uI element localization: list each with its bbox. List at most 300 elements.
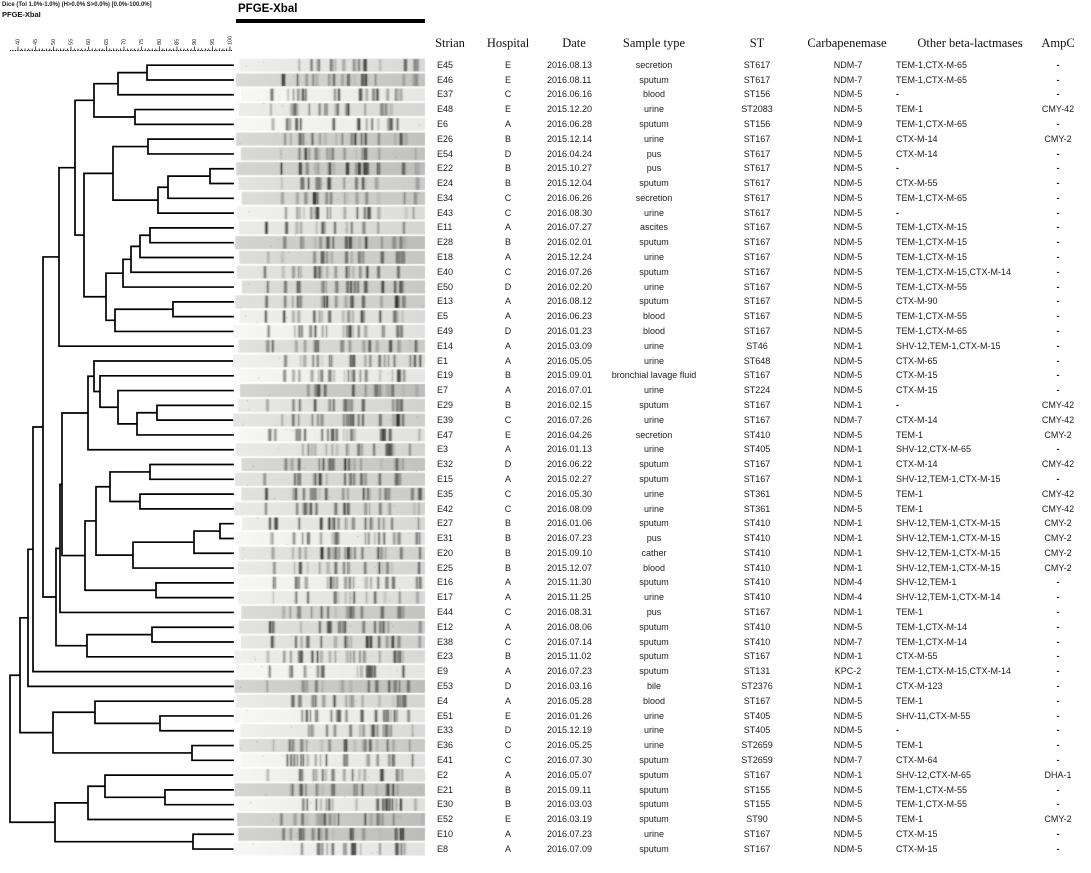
cell-sample-type: urine <box>643 207 664 218</box>
table-row <box>0 472 1091 487</box>
table-row <box>0 58 1091 73</box>
cell-st: ST361 <box>743 503 771 514</box>
cell-carbapenemase: NDM-7 <box>833 414 863 425</box>
cell-carbapenemase: NDM-5 <box>833 355 863 366</box>
cell-hospital: A <box>504 473 511 484</box>
table-row <box>0 694 1091 709</box>
cell-hospital: A <box>504 843 511 854</box>
cell-other-beta-lactamases: - <box>896 89 899 100</box>
cell-carbapenemase: NDM-1 <box>833 444 863 455</box>
cell-sample-type: pus <box>646 533 662 544</box>
cell-strain: E44 <box>437 607 454 618</box>
cell-other-beta-lactamases: TEM-1,CTX-M-15,CTX-M-14 <box>896 666 1012 677</box>
cell-st: ST617 <box>743 59 771 70</box>
cell-strain: E46 <box>437 74 454 85</box>
table-row <box>0 250 1091 265</box>
cell-hospital: D <box>504 148 512 159</box>
table-row <box>0 413 1091 428</box>
cell-date: 2016.08.30 <box>547 207 593 218</box>
cell-date: 2016.02.20 <box>547 281 593 292</box>
cell-other-beta-lactamases: SHV-12,TEM-1,CTX-M-15 <box>896 547 1001 558</box>
table-row <box>0 842 1091 857</box>
cell-hospital: D <box>504 680 512 691</box>
cell-sample-type: sputum <box>639 799 669 810</box>
cell-ampc: - <box>1056 311 1060 322</box>
cell-other-beta-lactamases: CTX-M-15 <box>896 385 938 396</box>
cell-ampc: - <box>1056 385 1060 396</box>
cell-date: 2015.12.24 <box>547 252 593 263</box>
cell-ampc: - <box>1056 607 1060 618</box>
cell-st: ST155 <box>743 784 771 795</box>
gel-title-underline <box>236 19 425 23</box>
cell-strain: E45 <box>437 59 454 70</box>
cell-st: ST167 <box>743 769 771 780</box>
cell-ampc: - <box>1056 843 1060 854</box>
cell-sample-type: urine <box>643 252 664 263</box>
cell-ampc: CMY-2 <box>1044 133 1072 144</box>
cell-date: 2015.11.25 <box>547 592 592 603</box>
cell-strain: E11 <box>437 222 453 233</box>
cell-sample-type: urine <box>643 444 664 455</box>
cell-date: 2016.06.26 <box>547 192 593 203</box>
cell-date: 2016.06.23 <box>547 311 593 322</box>
cell-date: 2016.05.07 <box>547 769 593 780</box>
cell-carbapenemase: NDM-1 <box>833 562 863 573</box>
col-header-other-beta-lactamases: Other beta-lactmases <box>917 36 1023 50</box>
cell-hospital: D <box>504 725 512 736</box>
cell-other-beta-lactamases: TEM-1,CTX-M-15,CTX-M-14 <box>896 266 1012 277</box>
cell-hospital: E <box>504 59 511 70</box>
cell-other-beta-lactamases: TEM-1,CTX-M-65 <box>896 118 968 129</box>
scale-tick-label: 65 <box>103 38 110 45</box>
cell-sample-type: sputum <box>639 266 669 277</box>
method-label: PFGE-XbaI <box>2 10 41 19</box>
cell-other-beta-lactamases: TEM-1,CTX-M-55 <box>896 311 968 322</box>
table-row <box>0 709 1091 724</box>
cell-date: 2016.02.15 <box>547 399 593 410</box>
table-row <box>0 812 1091 827</box>
table-row <box>0 339 1091 354</box>
cell-hospital: A <box>504 695 511 706</box>
cell-hospital: B <box>504 547 511 558</box>
table-row <box>0 265 1091 280</box>
cell-other-beta-lactamases: TEM-1 <box>896 695 923 706</box>
cell-sample-type: urine <box>643 355 664 366</box>
cell-st: ST617 <box>743 163 771 174</box>
cell-carbapenemase: NDM-5 <box>833 222 863 233</box>
cell-sample-type: sputum <box>639 754 669 765</box>
cell-carbapenemase: NDM-5 <box>833 799 863 810</box>
cell-strain: E12 <box>437 621 454 632</box>
cell-other-beta-lactamases: SHV-11,CTX-M-55 <box>896 710 971 721</box>
cell-st: ST90 <box>746 814 768 825</box>
table-row <box>0 679 1091 694</box>
cell-ampc: CMY-42 <box>1041 459 1075 470</box>
table-row <box>0 457 1091 472</box>
cell-hospital: B <box>504 237 511 248</box>
cell-sample-type: sputum <box>639 577 669 588</box>
cell-strain: E4 <box>437 695 449 706</box>
cell-other-beta-lactamases: TEM-1,CTX-M-15 <box>896 222 968 233</box>
table-row <box>0 546 1091 561</box>
cell-hospital: A <box>504 385 511 396</box>
cell-st: ST617 <box>743 192 771 203</box>
cell-other-beta-lactamases: SHV-12,CTX-M-65 <box>896 769 972 780</box>
cell-sample-type: sputum <box>639 296 669 307</box>
cell-ampc: - <box>1056 651 1060 662</box>
cell-st: ST410 <box>743 518 771 529</box>
cell-date: 2016.05.28 <box>547 695 593 706</box>
cell-carbapenemase: NDM-4 <box>833 592 863 603</box>
cell-st: ST410 <box>743 562 771 573</box>
cell-sample-type: urine <box>643 281 664 292</box>
cell-sample-type: bile <box>646 680 661 691</box>
cell-strain: E1 <box>437 355 449 366</box>
col-header-hospital: Hospital <box>486 36 530 50</box>
cell-st: ST361 <box>743 488 771 499</box>
cell-ampc: - <box>1056 192 1060 203</box>
cell-date: 2016.07.27 <box>547 222 593 233</box>
cell-strain: E31 <box>437 533 454 544</box>
cell-strain: E13 <box>437 296 454 307</box>
cell-hospital: B <box>504 562 511 573</box>
cell-date: 2016.01.13 <box>547 444 593 455</box>
cell-other-beta-lactamases: CTX-M-64 <box>896 754 938 765</box>
cell-strain: E40 <box>437 266 454 277</box>
cell-carbapenemase: NDM-5 <box>833 370 863 381</box>
cell-date: 2016.01.23 <box>547 326 593 337</box>
cell-ampc: CMY-2 <box>1044 547 1072 558</box>
cell-strain: E39 <box>437 414 454 425</box>
cell-carbapenemase: NDM-5 <box>833 148 863 159</box>
cell-hospital: B <box>504 651 511 662</box>
cell-hospital: D <box>504 459 512 470</box>
col-header-carbapenemase: Carbapenemase <box>807 36 887 50</box>
cell-hospital: A <box>504 828 511 839</box>
cell-strain: E26 <box>437 133 454 144</box>
cell-sample-type: bronchial lavage fluid <box>611 370 697 381</box>
cell-sample-type: sputum <box>639 843 669 854</box>
cell-other-beta-lactamases: TEM-1 <box>896 814 923 825</box>
cell-sample-type: blood <box>642 562 666 573</box>
cell-strain: E22 <box>437 163 454 174</box>
cell-date: 2015.03.09 <box>547 340 593 351</box>
table-row <box>0 738 1091 753</box>
cell-carbapenemase: NDM-5 <box>833 192 863 203</box>
scale-tick-label: 80 <box>156 38 163 45</box>
cell-st: ST156 <box>743 89 771 100</box>
cell-strain: E20 <box>437 547 454 558</box>
cell-sample-type: pus <box>646 148 662 159</box>
cell-sample-type: sputum <box>639 399 669 410</box>
cell-date: 2015.10.27 <box>547 163 593 174</box>
cell-ampc: - <box>1056 340 1060 351</box>
cell-strain: E16 <box>437 577 454 588</box>
cell-ampc: CMY-42 <box>1041 399 1075 410</box>
cell-st: ST410 <box>743 621 771 632</box>
cell-other-beta-lactamases: SHV-12,TEM-1,CTX-M-15 <box>896 340 1001 351</box>
gel-title: PFGE-Xbal <box>238 3 298 15</box>
cell-other-beta-lactamases: TEM-1,CTX-M-55 <box>896 281 968 292</box>
cell-other-beta-lactamases: CTX-M-55 <box>896 178 938 189</box>
col-header-ampc: AmpC <box>1041 36 1075 50</box>
cell-ampc: - <box>1056 444 1060 455</box>
cell-ampc: - <box>1056 266 1060 277</box>
cell-other-beta-lactamases: CTX-M-65 <box>896 355 938 366</box>
cell-carbapenemase: NDM-5 <box>833 828 863 839</box>
cell-strain: E28 <box>437 237 454 248</box>
cell-strain: E24 <box>437 178 454 189</box>
cell-date: 2016.07.14 <box>547 636 593 647</box>
cell-strain: E53 <box>437 680 454 691</box>
cell-strain: E29 <box>437 399 454 410</box>
scale-tick-label: 85 <box>174 38 181 45</box>
table-row <box>0 531 1091 546</box>
cell-ampc: - <box>1056 592 1060 603</box>
cell-carbapenemase: NDM-5 <box>833 710 863 721</box>
table-row <box>0 620 1091 635</box>
cell-strain: E8 <box>437 843 449 854</box>
cell-sample-type: sputum <box>639 666 669 677</box>
cell-carbapenemase: NDM-1 <box>833 133 863 144</box>
cell-strain: E51 <box>437 710 454 721</box>
cell-strain: E54 <box>437 148 454 159</box>
cell-carbapenemase: KPC-2 <box>834 666 862 677</box>
cell-other-beta-lactamases: CTX-M-15 <box>896 843 938 854</box>
cell-carbapenemase: NDM-5 <box>833 784 863 795</box>
cell-other-beta-lactamases: - <box>896 399 899 410</box>
table-row <box>0 73 1091 88</box>
cell-other-beta-lactamases: CTX-M-15 <box>896 370 938 381</box>
cell-strain: E3 <box>437 444 449 455</box>
cell-other-beta-lactamases: TEM-1 <box>896 429 923 440</box>
cell-sample-type: urine <box>643 725 664 736</box>
table-row <box>0 176 1091 191</box>
cell-other-beta-lactamases: CTX-M-14 <box>896 459 938 470</box>
cell-strain: E10 <box>437 828 454 839</box>
table-row <box>0 354 1091 369</box>
cell-other-beta-lactamases: CTX-M-123 <box>896 680 943 691</box>
cell-date: 2016.03.03 <box>547 799 593 810</box>
table-row <box>0 161 1091 176</box>
cell-ampc: - <box>1056 725 1060 736</box>
cell-other-beta-lactamases: SHV-12,TEM-1,CTX-M-15 <box>896 473 1001 484</box>
cell-strain: E14 <box>437 340 454 351</box>
cell-date: 2016.05.25 <box>547 740 593 751</box>
cell-strain: E36 <box>437 740 454 751</box>
cell-hospital: D <box>504 281 512 292</box>
cell-st: ST167 <box>743 695 771 706</box>
cell-hospital: A <box>504 222 511 233</box>
cell-date: 2016.04.24 <box>547 148 593 159</box>
cell-other-beta-lactamases: TEM-1,CTX-M-14 <box>896 636 968 647</box>
cell-date: 2016.02.01 <box>547 237 593 248</box>
cell-carbapenemase: NDM-1 <box>833 769 863 780</box>
cell-strain: E52 <box>437 814 454 825</box>
cell-hospital: B <box>504 133 511 144</box>
cell-other-beta-lactamases: TEM-1,CTX-M-65 <box>896 74 968 85</box>
cell-date: 2016.07.09 <box>547 843 593 854</box>
cell-ampc: CMY-2 <box>1044 429 1072 440</box>
table-row <box>0 132 1091 147</box>
col-header-strain: Strian <box>435 36 465 50</box>
cell-ampc: - <box>1056 370 1060 381</box>
cell-carbapenemase: NDM-5 <box>833 326 863 337</box>
cell-sample-type: sputum <box>639 814 669 825</box>
cell-ampc: - <box>1056 355 1060 366</box>
cell-hospital: B <box>504 518 511 529</box>
cell-ampc: CMY-2 <box>1044 533 1072 544</box>
cell-other-beta-lactamases: TEM-1,CTX-M-65 <box>896 59 968 70</box>
table-row <box>0 649 1091 664</box>
cell-strain: E30 <box>437 799 454 810</box>
cell-other-beta-lactamases: TEM-1 <box>896 740 923 751</box>
scale-tick-label: 60 <box>86 38 93 45</box>
cell-st: ST167 <box>743 237 771 248</box>
cell-date: 2016.06.22 <box>547 459 593 470</box>
cell-sample-type: sputum <box>639 237 669 248</box>
cell-strain: E49 <box>437 326 454 337</box>
table-row <box>0 561 1091 576</box>
cell-ampc: - <box>1056 163 1060 174</box>
cell-ampc: - <box>1056 710 1060 721</box>
cell-date: 2016.07.23 <box>547 533 593 544</box>
cell-hospital: C <box>504 192 512 203</box>
cell-carbapenemase: NDM-5 <box>833 163 863 174</box>
cell-other-beta-lactamases: TEM-1,CTX-M-55 <box>896 799 968 810</box>
cell-date: 2016.07.01 <box>547 385 593 396</box>
cell-date: 2016.01.06 <box>547 518 593 529</box>
cell-date: 2015.11.02 <box>547 651 592 662</box>
cell-ampc: - <box>1056 178 1060 189</box>
cell-other-beta-lactamases: - <box>896 207 899 218</box>
cell-sample-type: sputum <box>639 636 669 647</box>
cell-ampc: - <box>1056 636 1060 647</box>
cell-carbapenemase: NDM-5 <box>833 281 863 292</box>
scale-tick-label: 100 <box>227 35 234 45</box>
cell-date: 2016.08.11 <box>547 74 592 85</box>
cell-strain: E32 <box>437 459 454 470</box>
cell-sample-type: pus <box>646 607 662 618</box>
cell-st: ST167 <box>743 133 771 144</box>
table-row <box>0 723 1091 738</box>
cell-sample-type: urine <box>643 385 664 396</box>
dice-coefficient-caption: Dice (Tol 1.0%-1.0%) (H>0.0% S>0.0%) [0.0%-100.0%] <box>2 2 152 8</box>
cell-carbapenemase: NDM-5 <box>833 89 863 100</box>
cell-carbapenemase: NDM-7 <box>833 754 863 765</box>
cell-date: 2016.01.26 <box>547 710 593 721</box>
cell-carbapenemase: NDM-7 <box>833 74 863 85</box>
cell-sample-type: sputum <box>639 518 669 529</box>
cell-date: 2016.03.16 <box>547 680 593 691</box>
cell-st: ST155 <box>743 799 771 810</box>
scale-tick-label: 70 <box>121 38 128 45</box>
cell-hospital: B <box>504 784 511 795</box>
table-row <box>0 147 1091 162</box>
cell-sample-type: sputum <box>639 178 669 189</box>
cell-other-beta-lactamases: - <box>896 163 899 174</box>
scale-tick-label: 45 <box>33 38 40 45</box>
cell-ampc: - <box>1056 89 1060 100</box>
cell-sample-type: secretion <box>635 59 673 70</box>
cell-other-beta-lactamases: CTX-M-90 <box>896 296 938 307</box>
cell-strain: E9 <box>437 666 449 677</box>
cell-other-beta-lactamases: TEM-1 <box>896 104 923 115</box>
table-row <box>0 605 1091 620</box>
cell-date: 2016.08.31 <box>547 607 593 618</box>
cell-carbapenemase: NDM-5 <box>833 311 863 322</box>
cell-date: 2016.06.16 <box>547 89 593 100</box>
cell-sample-type: ascites <box>639 222 668 233</box>
cell-strain: E50 <box>437 281 454 292</box>
cell-strain: E18 <box>437 252 454 263</box>
cell-st: ST410 <box>743 577 771 588</box>
cell-sample-type: urine <box>643 740 664 751</box>
cell-ampc: CMY-42 <box>1041 104 1075 115</box>
cell-date: 2015.12.20 <box>547 104 593 115</box>
cell-hospital: A <box>504 592 511 603</box>
cell-hospital: C <box>504 207 512 218</box>
scale-tick-label: 55 <box>68 38 75 45</box>
cell-st: ST224 <box>743 385 771 396</box>
cell-strain: E17 <box>437 592 454 603</box>
cell-hospital: C <box>504 266 512 277</box>
cell-hospital: C <box>504 754 512 765</box>
cell-ampc: - <box>1056 740 1060 751</box>
cell-carbapenemase: NDM-9 <box>833 118 863 129</box>
cell-date: 2015.12.07 <box>547 562 593 573</box>
cell-st: ST648 <box>743 355 771 366</box>
cell-st: ST617 <box>743 178 771 189</box>
cell-ampc: - <box>1056 680 1060 691</box>
cell-hospital: B <box>504 370 511 381</box>
cell-other-beta-lactamases: CTX-M-15 <box>896 828 938 839</box>
cell-st: ST410 <box>743 429 771 440</box>
table-row <box>0 768 1091 783</box>
cell-hospital: C <box>504 607 512 618</box>
cell-carbapenemase: NDM-5 <box>833 843 863 854</box>
cell-ampc: - <box>1056 577 1060 588</box>
cell-strain: E15 <box>437 473 454 484</box>
table-row <box>0 117 1091 132</box>
col-header-date: Date <box>562 36 586 50</box>
cell-strain: E42 <box>437 503 454 514</box>
table-row <box>0 487 1091 502</box>
cell-date: 2016.04.26 <box>547 429 593 440</box>
cell-hospital: A <box>504 577 511 588</box>
cell-st: ST410 <box>743 592 771 603</box>
cell-sample-type: urine <box>643 133 664 144</box>
cell-st: ST167 <box>743 370 771 381</box>
cell-carbapenemase: NDM-1 <box>833 340 863 351</box>
cell-strain: E2 <box>437 769 449 780</box>
cell-sample-type: blood <box>642 311 666 322</box>
cell-strain: E34 <box>437 192 454 203</box>
cell-ampc: - <box>1056 59 1060 70</box>
cell-hospital: A <box>504 444 511 455</box>
cell-st: ST167 <box>743 326 771 337</box>
cell-ampc: - <box>1056 207 1060 218</box>
cell-ampc: CMY-2 <box>1044 518 1072 529</box>
cell-carbapenemase: NDM-5 <box>833 488 863 499</box>
cell-st: ST167 <box>743 473 771 484</box>
cell-sample-type: urine <box>643 710 664 721</box>
cell-strain: E37 <box>437 89 454 100</box>
cell-ampc: - <box>1056 799 1060 810</box>
table-row <box>0 502 1091 517</box>
table-row <box>0 827 1091 842</box>
cell-carbapenemase: NDM-5 <box>833 207 863 218</box>
